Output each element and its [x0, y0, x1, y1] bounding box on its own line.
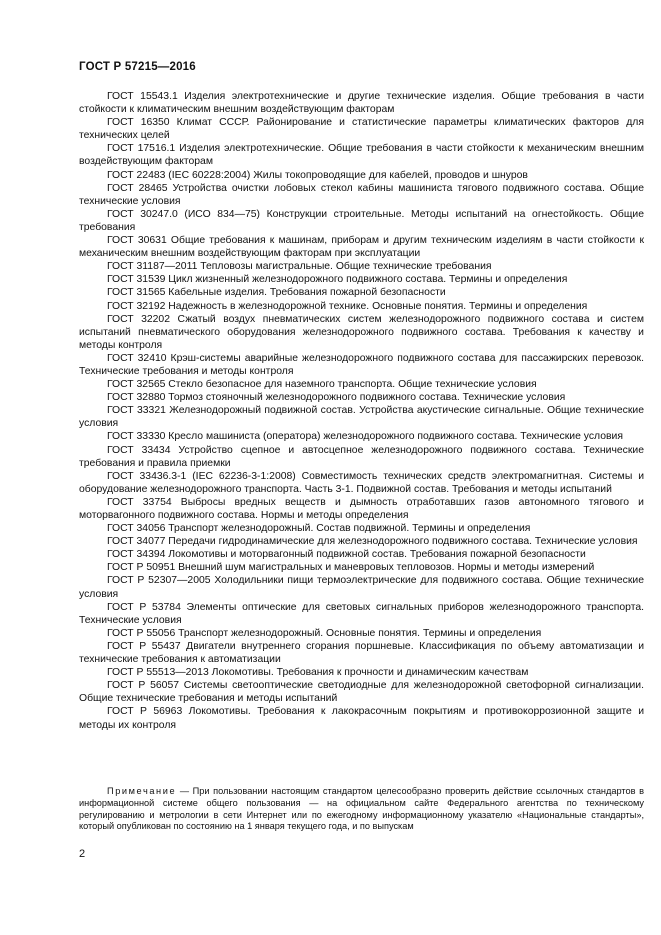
reference-item: ГОСТ 17516.1 Изделия электротехнические. Общие требования в части стойкости к механическим внешним воздействующим факторам	[79, 143, 644, 168]
reference-item: ГОСТ 32410 Крэш-системы аварийные железнодорожного подвижного состава для пассажирских перевозок. Технические требования и методы контроля	[79, 352, 644, 377]
reference-item: ГОСТ 33436.3-1 (IEC 62236-3-1:2008) Совместимость технических средств электромагнитная. Системы и оборудование железнодорожного транспорта. Часть 3-1. Подвижной состав. Требования и методы испытаний	[79, 470, 644, 495]
reference-item: ГОСТ 16350 Климат СССР. Районирование и статистические параметры климатических факторов для технических целей	[79, 117, 644, 142]
reference-item: ГОСТ Р 56963 Локомотивы. Требования к лакокрасочным покрытиям и противокоррозионной защите и методы их контроля	[79, 706, 644, 731]
page-number: 2	[79, 848, 86, 860]
note-paragraph	[79, 786, 644, 833]
reference-item: ГОСТ 22483 (IEC 60228:2004) Жилы токопроводящие для кабелей, проводов и шнуров	[107, 169, 528, 181]
reference-item: ГОСТ Р 52307—2005 Холодильники пищи термоэлектрические для подвижного состава. Общие технические условия	[79, 575, 644, 600]
reference-item: ГОСТ Р 53784 Элементы оптические для световых сигнальных приборов железнодорожного транспорта. Технические условия	[79, 601, 644, 626]
reference-item: ГОСТ Р 50951 Внешний шум магистральных и маневровых тепловозов. Нормы и методы измерений	[107, 562, 595, 574]
note-label: Примечание	[107, 786, 177, 796]
reference-item: ГОСТ Р 55056 Транспорт железнодорожный. Основные понятия. Термины и определения	[107, 627, 542, 639]
reference-item: ГОСТ 34394 Локомотивы и моторвагонный подвижной состав. Требования пожарной безопасности	[107, 549, 586, 561]
note-text: При пользовании настоящим стандартом целесообразно проверить действие ссылочных стандартов в информационной системе общего пользования — на официальном сайте Федерального агентства по техническому регулированию и метрологии в сети Интернет или по ежегодному информационному указателю «Национальные стандарты», который опубликован по состоянию на 1 января текущего года, и по выпускам	[79, 786, 644, 832]
reference-item: ГОСТ 34056 Транспорт железнодорожный. Состав подвижной. Термины и определения	[107, 523, 531, 535]
reference-item: ГОСТ 28465 Устройства очистки лобовых стекол кабины машиниста тягового подвижного состава. Общие технические условия	[79, 182, 644, 207]
reference-item: ГОСТ Р 55437 Двигатели внутреннего сгорания поршневые. Классификация по объему автоматизации и технические требования к автоматизации	[79, 640, 644, 666]
reference-item: ГОСТ 34077 Передачи гидродинамические для железнодорожного подвижного состава. Технические условия	[107, 536, 638, 548]
reference-list	[79, 90, 644, 732]
note-dash: —	[176, 786, 193, 796]
reference-item: ГОСТ 33434 Устройство сцепное и автосцепное железнодорожного подвижного состава. Технические требования и правила приемки	[79, 444, 644, 469]
reference-item: ГОСТ Р 56057 Системы светооптические светодиодные для железнодорожной светофорной сигнализации. Общие технические требования и методы испытаний	[79, 680, 644, 705]
document-header: ГОСТ Р 57215—2016	[79, 61, 196, 73]
reference-item: ГОСТ 30631 Общие требования к машинам, приборам и другим техническим изделиям в части стойкости к механическим внешним воздействующим факторам при эксплуатации	[79, 235, 644, 260]
reference-item: ГОСТ 15543.1 Изделия электротехнические и другие технические изделия. Общие требования в части стойкости к климатическим внешним воздействующим факторам	[79, 91, 644, 116]
reference-item: ГОСТ Р 55513—2013 Локомотивы. Требования к прочности и динамическим качествам	[107, 667, 529, 679]
reference-item: ГОСТ 32880 Тормоз стояночный железнодорожного подвижного состава. Технические условия	[107, 392, 566, 404]
reference-item: ГОСТ 32202 Сжатый воздух пневматических систем железнодорожного подвижного состава и систем испытаний пневматического оборудования железнодорожного подвижного состава. Требования к качеству и методы контроля	[79, 313, 644, 351]
reference-item: ГОСТ 32192 Надежность в железнодорожной технике. Основные понятия. Термины и определения	[107, 300, 588, 312]
reference-item: ГОСТ 33330 Кресло машиниста (оператора) железнодорожного подвижного состава. Технические условия	[107, 431, 623, 443]
reference-item: ГОСТ 31565 Кабельные изделия. Требования пожарной безопасности	[107, 287, 446, 299]
reference-item: ГОСТ 33321 Железнодорожный подвижной состав. Устройства акустические сигнальные. Общие технические условия	[79, 405, 644, 430]
reference-item: ГОСТ 33754 Выбросы вредных веществ и дымность отработавших газов автономного тягового и моторвагонного подвижного состава. Нормы и методы определения	[79, 496, 644, 521]
reference-item: ГОСТ 31187—2011 Тепловозы магистральные. Общие технические требования	[107, 261, 492, 273]
reference-item: ГОСТ 32565 Стекло безопасное для наземного транспорта. Общие технические условия	[107, 379, 537, 391]
reference-item: ГОСТ 30247.0 (ИСО 834—75) Конструкции строительные. Методы испытаний на огнестойкость. Общие требования	[79, 208, 644, 233]
reference-item: ГОСТ 31539 Цикл жизненный железнодорожного подвижного состава. Термины и определения	[107, 274, 568, 286]
